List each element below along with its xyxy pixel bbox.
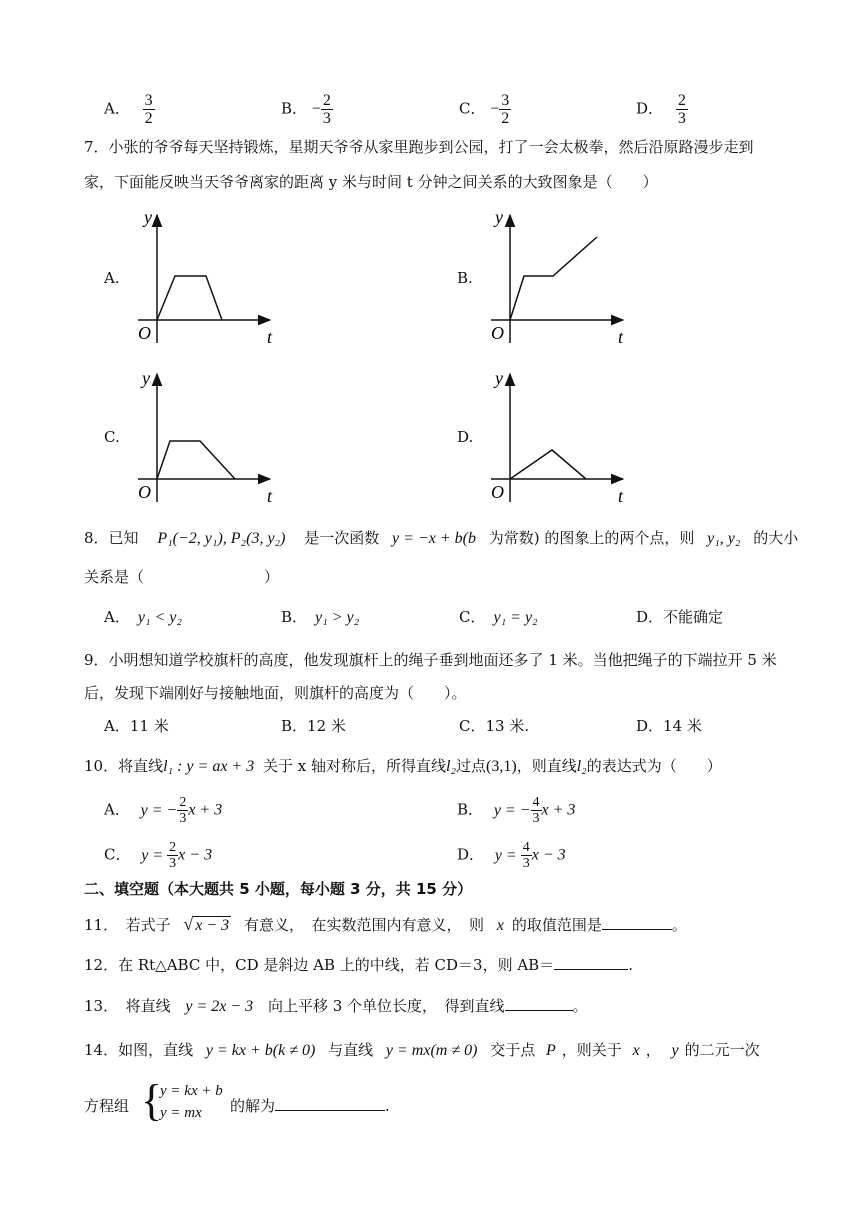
t-label: t — [618, 486, 624, 506]
q8-option-a: A． y₁ < y₂ — [104, 608, 182, 626]
q8-points: P₁(−2, y₁), P₂(3, y₂) — [157, 530, 286, 547]
q10-point: (3,1) — [486, 758, 517, 775]
q9-option-c: C．13 米. — [459, 717, 530, 735]
origin-label: O — [138, 323, 151, 343]
minus-sign: − — [311, 100, 321, 118]
q11: 11． 若式子 √ x − 3 有意义， 在实数范围内有意义， 则 x 的取值范围是 。 — [84, 914, 687, 934]
graph-b-label: B. — [457, 269, 473, 287]
q9-line2: 后，发现下端刚好与接触地面，则旗杆的高度为（ ）。 — [84, 684, 467, 702]
sqrt-expression: √ x − 3 — [183, 914, 230, 934]
graph-c — [132, 364, 282, 509]
q12: 12．在 Rt△ABC 中，CD 是斜边 AB 上的中线，若 CD＝3，则 AB＝ . — [84, 956, 633, 974]
q8-vars: y₁, y₂ — [707, 530, 741, 547]
origin-label: O — [491, 482, 504, 502]
answer-blank[interactable] — [275, 1110, 385, 1111]
fraction: $\frac{3}{2}$ — [501, 92, 510, 127]
q10-line1: 10．将直线l₁ : y = ax + 3 关于 x 轴对称后，所得直线l₂过点(3,1)，则直线l₂的表达式为（ ） — [84, 757, 722, 775]
answer-blank[interactable] — [554, 969, 628, 970]
q6-option-d — [636, 92, 688, 127]
graph-d — [485, 364, 635, 509]
q7-line2: 家，下面能反映当天爷爷离家的距离 y 米与时间 t 分钟之间关系的大致图象是（ ） — [84, 173, 658, 191]
q10-option-d: D． y = $\frac{4}{3}$ x − 3 — [457, 840, 566, 871]
answer-blank[interactable] — [602, 929, 672, 930]
t-label: t — [618, 327, 624, 347]
q14-line-expr1: y = kx + b(k ≠ 0) — [205, 1042, 316, 1059]
q14-line-expr2: y = mx(m ≠ 0) — [385, 1042, 478, 1059]
graph-a-label: A. — [104, 269, 120, 287]
minus-sign: − — [490, 100, 500, 118]
fraction: $\frac{4}{3}$ — [532, 795, 540, 826]
fraction: $\frac{4}{3}$ — [522, 840, 530, 871]
q10-option-c: C． y = $\frac{2}{3}$ x − 3 — [104, 840, 213, 871]
q14-answer: 的解为 . — [230, 1097, 390, 1115]
q8-line1: 8．已知 P₁(−2, y₁), P₂(3, y₂) 是一次函数 y = −x + b(b 为常数) 的图象上的两个点，则 y₁, y₂ 的大小 — [84, 529, 799, 547]
t-label: t — [267, 327, 273, 347]
section-title: 二、填空题（本大题共 5 小题，每小题 3 分，共 15 分） — [84, 880, 473, 898]
origin-label: O — [138, 482, 151, 502]
graph-a — [132, 205, 282, 350]
origin-label: O — [491, 323, 504, 343]
equation-2: y = mx — [160, 1105, 202, 1121]
q9-line1: 9．小明想知道学校旗杆的高度，他发现旗杆上的绳子垂到地面还多了 1 米。当他把绳子的下端拉开 5 米 — [84, 651, 777, 669]
graph-line — [510, 237, 597, 320]
option-label: C． — [459, 99, 486, 118]
q9-option-b: B．12 米 — [281, 717, 346, 735]
graph-c-label: C. — [104, 428, 120, 446]
equation-1: y = kx + b — [160, 1083, 223, 1099]
q13: 13． 将直线 y = 2x − 3 向上平移 3 个单位长度， 得到直线 。 — [84, 997, 588, 1015]
q6-option-b — [281, 92, 333, 127]
q8-option-d: D．不能确定 — [636, 608, 724, 626]
q10-option-a: A． y = − $\frac{2}{3}$ x + 3 — [104, 795, 223, 826]
q6-option-c — [459, 92, 511, 127]
y-label: y — [495, 368, 503, 388]
q9-option-d: D．14 米 — [636, 717, 702, 735]
option-label: B． — [281, 99, 308, 118]
fraction: $\frac{2}{3}$ — [322, 92, 331, 127]
graph-line — [157, 441, 235, 479]
q8-function: y = −x + b(b — [392, 530, 476, 547]
q10-l1: l₁ : y = ax + 3 — [163, 758, 255, 775]
graph-b — [485, 205, 635, 350]
q8-option-c: C． y₁ = y₂ — [459, 608, 538, 626]
equation-system-brace: { — [141, 1076, 163, 1125]
graph-d-label: D. — [457, 428, 474, 446]
equation-system — [160, 1080, 223, 1124]
t-label: t — [267, 486, 273, 506]
option-label: D． — [636, 99, 664, 118]
q14-line2-label: 方程组 — [84, 1097, 130, 1115]
y-label: y — [144, 207, 152, 227]
answer-blank[interactable] — [505, 1010, 573, 1011]
q8-option-b: B． y₁ > y₂ — [281, 608, 360, 626]
q9-option-a: A．11 米 — [104, 717, 169, 735]
fraction: $\frac{2}{3}$ — [677, 92, 686, 127]
q13-expression: y = 2x − 3 — [185, 998, 254, 1015]
graph-line — [510, 450, 586, 479]
q10-option-b: B． y = − $\frac{4}{3}$ x + 3 — [457, 795, 576, 826]
q14-line1: 14．如图，直线 y = kx + b(k ≠ 0) 与直线 y = mx(m ≠ 0) 交于点 P ，则关于 x ， y 的二元一次 — [84, 1041, 760, 1059]
q6-option-a — [104, 92, 155, 127]
y-label: y — [495, 207, 503, 227]
q7-line1: 7．小张的爷爷每天坚持锻炼，星期天爷爷从家里跑步到公园，打了一会太极拳，然后沿原路漫步走到 — [84, 138, 754, 156]
y-label: y — [142, 368, 150, 388]
fraction: $\frac{3}{2}$ — [144, 92, 153, 127]
fraction: $\frac{2}{3}$ — [179, 795, 187, 826]
q8-line2: 关系是（ ） — [84, 568, 280, 586]
graph-line — [157, 276, 222, 320]
fraction: $\frac{2}{3}$ — [169, 840, 177, 871]
option-label: A． — [104, 99, 130, 118]
